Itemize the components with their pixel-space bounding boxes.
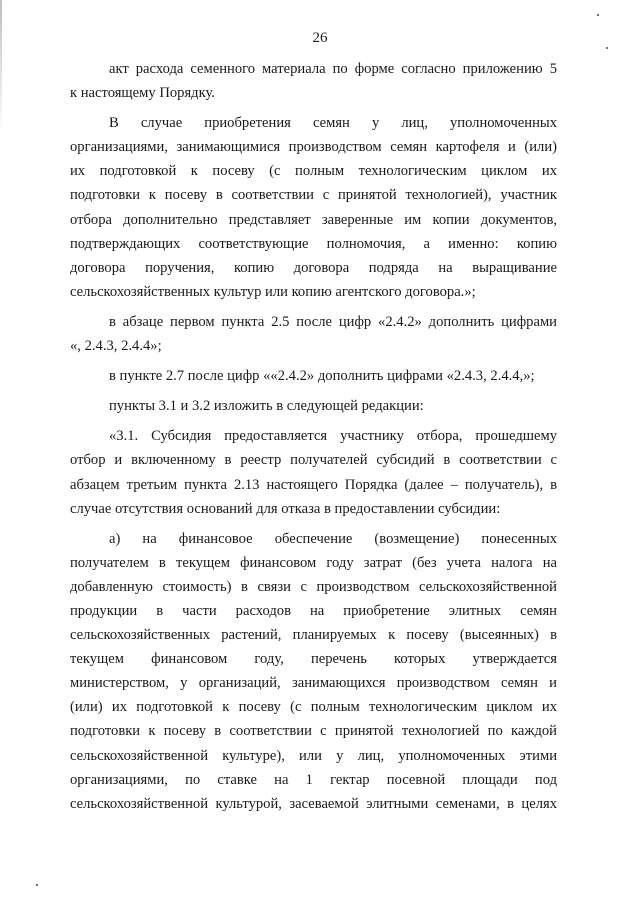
text-line: «3.1. Субсидия предоставляется участнику отбора, прошедшему	[109, 428, 557, 445]
scan-speck	[606, 47, 608, 49]
scan-edge-line	[0, 0, 2, 135]
text-line: случае отсутствия оснований для отказа в предоставлении субсидии:	[70, 500, 501, 517]
text-line: (или) их подготовкой к посеву (с полным технологическим циклом их	[70, 699, 557, 716]
page-number: 26	[312, 30, 328, 46]
text-line: В случае приобретения семян у лиц, уполномоченных	[109, 115, 557, 132]
text-line: сельскохозяйственной культуре), или у лиц, уполномоченных этими	[70, 747, 557, 764]
text-line: организациями, по ставке на 1 гектар посевной площади под	[70, 771, 557, 788]
text-line: сельскохозяйственных культур или копию агентского договора.»;	[70, 283, 476, 300]
text-line: отбор и включенному в реестр получателей субсидий в соответствии с	[70, 452, 557, 469]
text-line: получателем в текущем финансовом году затрат (без учета налога на	[70, 554, 557, 571]
paragraph	[70, 111, 557, 304]
text-line: организациями, занимающимися производством семян картофеля и (или)	[70, 139, 557, 156]
text-line: пункты 3.1 и 3.2 изложить в следующей редакции:	[109, 398, 424, 415]
text-line: подготовки к посеву в соответствии с принятой технологией по каждой	[70, 723, 557, 740]
text-line: их подготовкой к посеву (с полным технологическим циклом их	[70, 163, 557, 180]
text-line: сельскохозяйственной культурой, засеваемой элитными семенами, в целях	[70, 795, 557, 812]
text-line: а) на финансовое обеспечение (возмещение) понесенных	[109, 530, 557, 547]
text-line: министерством, у организаций, занимающихся производством семян и	[70, 675, 557, 692]
text-line: в абзаце первом пункта 2.5 после цифр «2.4.2» дополнить цифрами	[109, 313, 557, 330]
paragraph	[70, 527, 557, 816]
text-line: акт расхода семенного материала по форме согласно приложению 5	[109, 61, 557, 77]
text-line: в пункте 2.7 после цифр ««2.4.2» дополнить цифрами «2.4.3, 2.4.4,»;	[109, 368, 535, 385]
text-line: подготовки к посеву в соответствии с принятой технологией), участник	[70, 187, 557, 204]
paragraph	[70, 424, 557, 520]
paragraph	[70, 394, 557, 418]
text-line: «, 2.4.3, 2.4.4»;	[70, 338, 162, 355]
scan-speck	[597, 14, 599, 16]
text-line: к настоящему Порядку.	[70, 85, 215, 102]
document-body	[70, 57, 557, 816]
text-line: отбора дополнительно представляет заверенные им копии документов,	[70, 211, 557, 228]
text-line: текущем финансовом году, перечень которых утверждается	[70, 651, 557, 668]
text-line: абзацем третьим пункта 2.13 настоящего Порядка (далее – получатель), в	[70, 476, 557, 493]
text-line: подтверждающих соответствующие полномочия, а именно: копию	[70, 235, 557, 252]
text-line: сельскохозяйственных растений, планируемых к посеву (высеянных) в	[70, 627, 557, 644]
text-line: добавленную стоимость) в связи с производством сельскохозяйственной	[70, 578, 557, 595]
text-line: продукции в части расходов на приобретение элитных семян	[70, 602, 557, 619]
paragraph	[70, 364, 557, 388]
text-line: договора поручения, копию договора подряда на выращивание	[70, 259, 557, 276]
paragraph	[70, 310, 557, 358]
scan-speck	[36, 884, 38, 886]
paragraph	[70, 57, 557, 105]
